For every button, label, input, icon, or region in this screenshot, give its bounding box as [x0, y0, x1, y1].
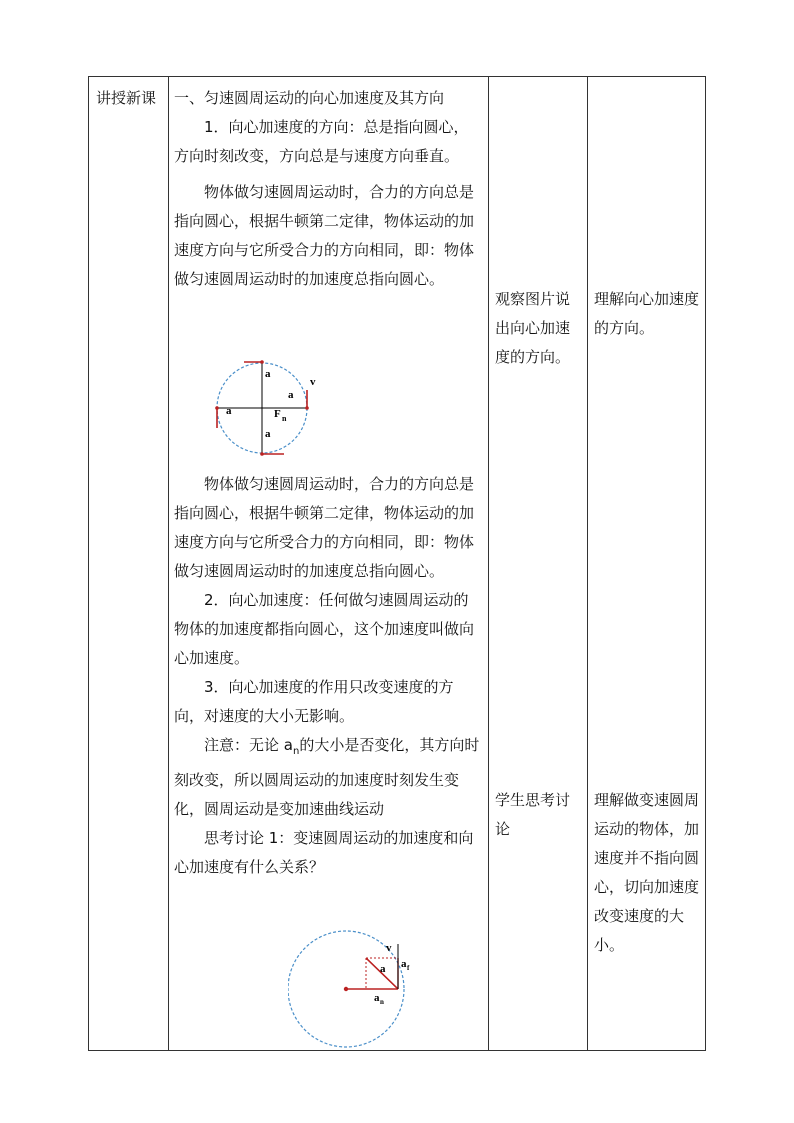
column-divider [488, 77, 489, 1050]
paragraph-explanation: 物体做匀速圆周运动时，合力的方向总是指向圆心，根据牛顿第二定律，物体运动的加速度方向与它所受合力的方向相同，即：物体做匀速圆周运动时的加速度总指向圆心。 [174, 183, 475, 288]
design-intent-2: 理解做变速圆周运动的物体，加速度并不指向圆心，切向加速度改变速度的大小。 [594, 791, 700, 954]
column-divider [587, 77, 588, 1050]
student-activity-1: 观察图片说出向心加速度的方向。 [495, 290, 571, 366]
accel-label: a [288, 389, 294, 401]
note-text-pre: 注意：无论 a [204, 736, 293, 754]
force-label: F [274, 408, 281, 420]
velocity-label: v [310, 376, 316, 388]
uniform-circular-motion-figure [204, 354, 322, 458]
paragraph-explanation-repeat: 物体做匀速圆周运动时，合力的方向总是指向圆心，根据牛顿第二定律，物体运动的加速度方向与它所受合力的方向相同，即：物体做匀速圆周运动时的加速度总指向圆心。 [174, 475, 475, 580]
column-divider [168, 77, 169, 1050]
section-label: 讲授新课 [96, 89, 157, 107]
paragraph-note [174, 731, 480, 824]
tangential-accel-label: a [401, 958, 407, 970]
student-activity-2: 学生思考讨论 [495, 791, 571, 838]
content-block-lower [174, 470, 480, 882]
discussion-question: 思考讨论 1：变速圆周运动的加速度和向心加速度有什么关系？ [174, 829, 474, 876]
force-subscript: n [282, 414, 287, 423]
section-heading: 一、匀速圆周运动的向心加速度及其方向 [174, 89, 445, 107]
paragraph-direction: 1．向心加速度的方向：总是指向圆心，方向时刻改变，方向总是与速度方向垂直。 [174, 118, 469, 165]
design-intent-1: 理解向心加速度的方向。 [594, 290, 700, 337]
accel-label: a [265, 368, 271, 380]
content-block-top [174, 84, 480, 294]
paragraph-centripetal-def: 2．向心加速度：任何做匀速圆周运动的物体的加速度都指向圆心，这个加速度叫做向心加速度。 [174, 591, 475, 667]
accel-label: a [380, 963, 386, 975]
accel-label: a [265, 428, 271, 440]
paragraph-effect: 3．向心加速度的作用只改变速度的方向，对速度的大小无影响。 [174, 678, 454, 725]
normal-accel-label: a [374, 992, 380, 1004]
accel-label: a [226, 405, 232, 417]
note-subscript: n [292, 746, 300, 757]
velocity-label: v [386, 942, 392, 954]
note-text-post: 的大小是否变化，其方向时刻改变，所以圆周运动的加速度时刻发生变化，圆周运动是变加速曲线运动 [174, 736, 480, 818]
normal-subscript: n [380, 998, 384, 1006]
tangential-subscript: f [407, 964, 410, 972]
variable-circular-motion-figure [288, 928, 414, 1048]
